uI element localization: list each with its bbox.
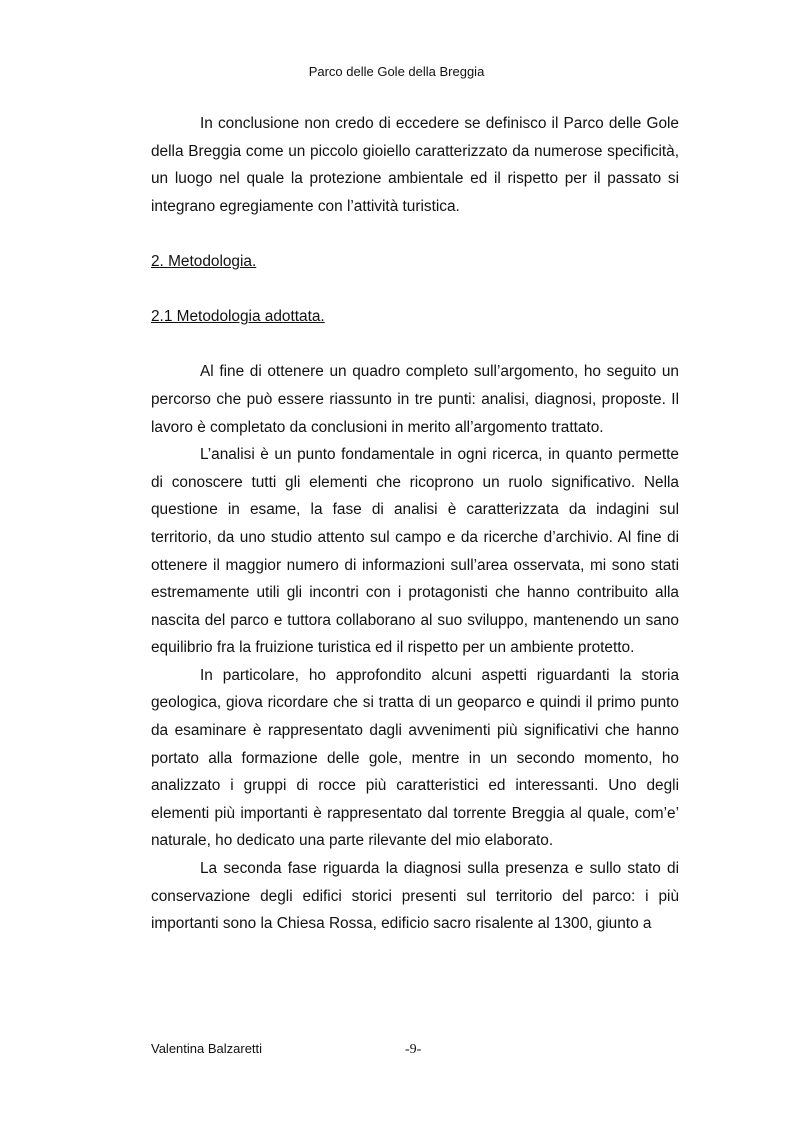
footer-author: Valentina Balzaretti: [151, 1041, 263, 1056]
main-text: [151, 110, 679, 938]
subsection-heading: 2.1 Metodologia adottata.: [151, 308, 325, 326]
paragraph-geology: In particolare, ho approfondito alcuni aspetti riguardanti la storia geologica, giova ricordare che si tratta di un geoparco e quindi il primo punto da esaminare è rappresentato dagli avvenimenti più significativi che hanno portato alla formazione delle gole, mentre in un secondo momento, ho analizzato i gruppi di rocce più caratteristici ed interessanti. Uno degli elementi più importanti è rappresentato dal torrente Breggia al quale, com’e’ naturale, ho dedicato una parte rilevante del mio elaborato.: [151, 666, 679, 850]
paragraph-analysis: L’analisi è un punto fondamentale in ogni ricerca, in quanto permette di conoscere tutti gli elementi che ricoprono un ruolo significativo. Nella questione in esame, la fase di analisi è caratterizzata da indagini sul territorio, da uno studio attento sul campo e da ricerche d’archivio. Al fine di ottenere il maggior numero di informazioni sull’area osservata, mi sono stati estremamente utili gli incontri con i protagonisti che hanno contribuito alla nascita del parco e tuttora collaborano al suo sviluppo, mantenendo un sano equilibrio fra la fruizione turistica ed il rispetto per un ambiente protetto.: [151, 446, 679, 657]
paragraph-diagnosis: La seconda fase riguarda la diagnosi sulla presenza e sullo stato di conservazione degli edifici storici presenti sul territorio del parco: i più importanti sono la Chiesa Rossa, edificio sacro risalente al 1300, giunto a: [151, 860, 679, 933]
section-heading: 2. Metodologia.: [151, 252, 257, 270]
page-number: -9-: [405, 1042, 422, 1057]
intro-paragraph: In conclusione non credo di eccedere se definisco il Parco delle Gole della Breggia come un piccolo gioiello caratterizzato da numerose specificità, un luogo nel quale la protezione ambientale ed il rispetto per il passato si integrano egregiamente con l’attività turistica.: [151, 115, 679, 215]
paragraph-methodology: Al fine di ottenere un quadro completo sull’argomento, ho seguito un percorso che può essere riassunto in tre punti: analisi, diagnosi, proposte. Il lavoro è completato da conclusioni in merito all’argomento trattato.: [151, 363, 679, 436]
running-header: Parco delle Gole della Breggia: [308, 64, 485, 79]
